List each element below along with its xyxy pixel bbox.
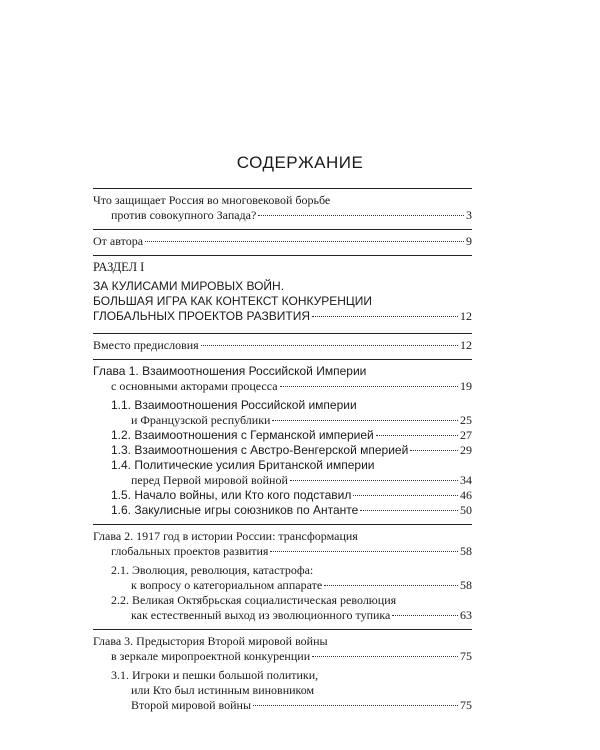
subsection-title: к вопросу о категориальном аппарате [131, 578, 323, 592]
dot-leader [410, 449, 458, 451]
toc-entry-intro [93, 193, 472, 223]
subsection-title: и Французской республики [131, 413, 271, 427]
dot-leader [258, 214, 464, 216]
section-title: ГЛОБАЛЬНЫХ ПРОЕКТОВ РАЗВИТИЯ [93, 309, 311, 323]
page-number: 58 [460, 544, 472, 558]
subsection-title: 1.2. Взаимоотношения с Германской империей [111, 428, 374, 442]
entry-text: От автора [93, 234, 144, 248]
section-title: ЗА КУЛИСАМИ МИРОВЫХ ВОЙН. [93, 279, 285, 293]
dot-leader [280, 385, 458, 387]
page-number: 75 [460, 698, 472, 712]
section-label: РАЗДЕЛ I [93, 260, 145, 274]
toc-section-1 [93, 260, 472, 324]
page-number: 3 [466, 208, 472, 222]
chapter-title: в зеркале миропроектной конкуренции [111, 649, 311, 663]
page-number: 27 [460, 428, 472, 442]
subsection-title: перед Первой мировой войной [131, 473, 288, 487]
subsection-title: 1.3. Взаимоотношения с Австро-Венгерской мперией [111, 443, 409, 457]
page-number: 19 [460, 379, 472, 393]
chapter-title: Глава 3. Предыстория Второй мировой войны [93, 634, 328, 648]
subsection-title: 1.6. Закулисные игры союзников по Антанте [111, 503, 359, 517]
page-number: 25 [460, 413, 472, 427]
dot-leader [272, 419, 458, 421]
chapter-title: Глава 1. Взаимоотношения Российской Империи [93, 364, 367, 378]
toc-entry-author [93, 234, 472, 249]
dot-leader [270, 550, 458, 552]
dot-leader [392, 614, 458, 616]
dot-leader [312, 315, 458, 317]
toc-chapter-3 [93, 634, 472, 713]
table-of-contents [93, 188, 472, 713]
dot-leader [324, 584, 458, 586]
page-number: 12 [460, 338, 472, 352]
subsection-title: или Кто был истинным виновником [131, 683, 315, 697]
page-number: 34 [460, 473, 472, 487]
dot-leader [376, 434, 458, 436]
subsection-title: 1.1. Взаимоотношения Российской империи [111, 398, 357, 412]
page-number: 50 [460, 503, 472, 517]
chapter-title: Глава 2. 1917 год в истории России: трансформация [93, 529, 358, 543]
dot-leader [360, 509, 458, 511]
subsection-title: 3.1. Игроки и пешки большой политики, [111, 668, 319, 682]
subsection-title: 1.5. Начало войны, или Кто кого подставил [111, 488, 352, 502]
subsection-title: как естественный выход из эволюционного тупика [131, 608, 391, 622]
chapter-title: глобальных проектов развития [111, 544, 269, 558]
page-number: 9 [466, 234, 472, 248]
dot-leader [201, 344, 458, 346]
entry-text: Что защищает Россия во многовековой борьбе [93, 193, 331, 207]
dot-leader [353, 494, 458, 496]
dot-leader [145, 240, 464, 242]
toc-entry-preface [93, 338, 472, 353]
page-number: 46 [460, 488, 472, 502]
page-number: 75 [460, 649, 472, 663]
dot-leader [312, 655, 458, 657]
page-number: 29 [460, 443, 472, 457]
dot-leader [290, 479, 458, 481]
chapter-title: с основными акторами процесса [111, 379, 278, 393]
dot-leader [253, 704, 458, 706]
subsection-title: 2.2. Великая Октябрьская социалистическая революция [111, 593, 397, 607]
subsection-title: 2.1. Эволюция, революция, катастрофа: [111, 563, 314, 577]
page-number: 58 [460, 578, 472, 592]
toc-chapter-2 [93, 529, 472, 623]
page-number: 63 [460, 608, 472, 622]
section-title: БОЛЬШАЯ ИГРА КАК КОНТЕКСТ КОНКУРЕНЦИИ [93, 294, 373, 308]
entry-text: Вместо предисловия [93, 338, 199, 352]
subsection-title: Второй мировой войны [131, 698, 252, 712]
subsection-title: 1.4. Политические усилия Британской империи [111, 458, 375, 472]
toc-chapter-1 [93, 364, 472, 518]
page-number: 12 [460, 309, 472, 323]
entry-text: против совокупного Запада? [111, 208, 257, 222]
page-title: СОДЕРЖАНИЕ [236, 153, 364, 172]
